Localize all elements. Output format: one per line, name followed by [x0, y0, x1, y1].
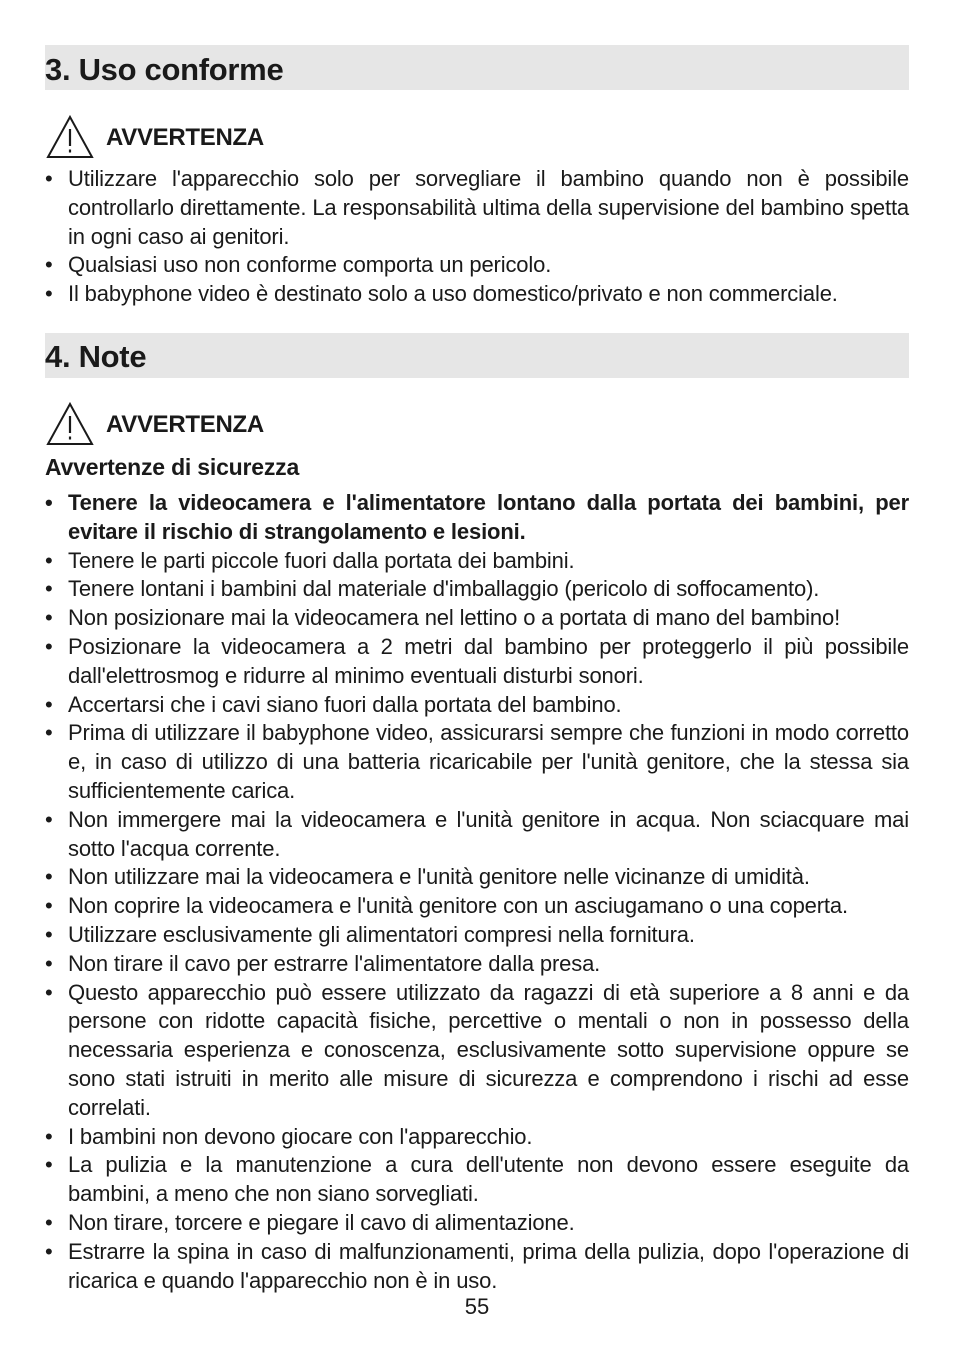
list-item	[45, 575, 909, 604]
list-item-text: Non tirare, torcere e piegare il cavo di alimentazione.	[68, 1209, 575, 1235]
list-item-text: I bambini non devono giocare con l'apparecchio.	[68, 1123, 533, 1149]
warning-label: AVVERTENZA	[106, 124, 264, 151]
section-4-warning	[45, 401, 445, 447]
bullet-dot: •	[45, 950, 53, 976]
list-item	[45, 280, 909, 309]
list-item	[45, 691, 909, 720]
bullet-dot: •	[45, 252, 53, 278]
list-item-text: Tenere le parti piccole fuori dalla portata dei bambini.	[68, 547, 575, 573]
bullet-dot: •	[45, 633, 53, 659]
list-item	[45, 719, 909, 805]
section-3-title: 3. Uso conforme	[45, 52, 284, 87]
warning-triangle-icon	[45, 114, 95, 160]
bullet-dot: •	[45, 921, 53, 947]
list-item-text: Prima di utilizzare il babyphone video, assicurarsi sempre che funzioni in modo corretto e, in caso di utilizzo di una batteria ricaricabile per l'unità genitore, che la stessa sia sufficientemente carica.	[68, 720, 909, 803]
list-item-text: Tenere lontani i bambini dal materiale d'imballaggio (pericolo di soffocamento).	[68, 576, 820, 602]
section-4-list	[45, 489, 909, 1295]
list-item	[45, 633, 909, 691]
list-item	[45, 1123, 909, 1152]
list-item-text: Questo apparecchio può essere utilizzato da ragazzi di età superiore a 8 anni e da persone con ridotte capacità fisiche, percettive o mentali o non in possesso della necessaria esperienza e conoscenza, esclusivamente sotto supervisione oppure se sono stati istruiti in merito alle misure di sicurezza e comprendono i rischi ad esse correlati.	[68, 979, 909, 1120]
list-item	[45, 547, 909, 576]
bullet-dot: •	[45, 806, 53, 832]
list-item-text: Posizionare la videocamera a 2 metri dal bambino per proteggerlo il più possibile dall'elettrosmog e ridurre al minimo eventuali disturbi sonori.	[68, 633, 909, 688]
bullet-dot: •	[45, 1209, 53, 1235]
bullet-dot: •	[45, 166, 53, 191]
list-item-text: Accertarsi che i cavi siano fuori dalla portata del bambino.	[68, 691, 622, 717]
list-item	[45, 1238, 909, 1296]
list-item-text: La pulizia e la manutenzione a cura dell'utente non devono essere eseguite da bambini, a meno che non siano sorvegliati.	[68, 1152, 909, 1207]
list-item	[45, 892, 909, 921]
list-item-text: Utilizzare l'apparecchio solo per sorvegliare il bambino quando non è possibile controllarlo direttamente. La responsabilità ultima della supervisione del bambino spetta in ogni caso ai genitori.	[68, 166, 909, 249]
list-item-text: Non immergere mai la videocamera e l'unità genitore in acqua. Non sciacquare mai sotto l'acqua corrente.	[68, 806, 909, 861]
bullet-dot: •	[45, 720, 53, 746]
list-item-text: Non coprire la videocamera e l'unità genitore con un asciugamano o una coperta.	[68, 893, 848, 919]
bullet-dot: •	[45, 893, 53, 919]
bullet-dot: •	[45, 547, 53, 573]
warning-triangle-icon	[45, 401, 95, 447]
bullet-dot: •	[45, 1238, 53, 1264]
list-item-text: Non posizionare mai la videocamera nel lettino o a portata di mano del bambino!	[68, 605, 841, 631]
bullet-dot: •	[45, 691, 53, 717]
list-item	[45, 863, 909, 892]
list-item-text: Tenere la videocamera e l'alimentatore lontano dalla portata dei bambini, per evitare il rischio di strangolamento e lesioni.	[68, 490, 909, 544]
section-3-list	[45, 165, 909, 309]
bullet-dot: •	[45, 864, 53, 890]
list-item	[45, 489, 909, 547]
list-item	[45, 251, 909, 280]
bullet-dot: •	[45, 1123, 53, 1149]
warning-label: AVVERTENZA	[106, 411, 264, 438]
list-item	[45, 604, 909, 633]
list-item-text: Qualsiasi uso non conforme comporta un pericolo.	[68, 252, 552, 278]
bullet-dot: •	[45, 281, 53, 307]
bullet-dot: •	[45, 576, 53, 602]
list-item	[45, 1209, 909, 1238]
list-item	[45, 806, 909, 864]
list-item-text: Estrarre la spina in caso di malfunzionamenti, prima della pulizia, dopo l'operazione di ricarica e quando l'apparecchio non è in uso.	[68, 1238, 909, 1293]
list-item	[45, 165, 909, 251]
section-3-warning	[45, 114, 445, 160]
list-item	[45, 950, 909, 979]
safety-subheading: Avvertenze di sicurezza	[45, 454, 300, 480]
list-item	[45, 1151, 909, 1209]
section-4-title: 4. Note	[45, 339, 147, 374]
list-item-text: Il babyphone video è destinato solo a uso domestico/privato e non commerciale.	[68, 281, 838, 307]
section-4-heading-bar	[45, 333, 909, 378]
list-item	[45, 921, 909, 950]
bullet-dot: •	[45, 605, 53, 631]
bullet-dot: •	[45, 979, 53, 1005]
bullet-dot: •	[45, 1152, 53, 1178]
list-item-text: Non utilizzare mai la videocamera e l'unità genitore nelle vicinanze di umidità.	[68, 864, 810, 890]
list-item-text: Non tirare il cavo per estrarre l'alimentatore dalla presa.	[68, 950, 601, 976]
bullet-dot: •	[45, 490, 53, 515]
page-number: 55	[464, 1294, 490, 1319]
list-item-text: Utilizzare esclusivamente gli alimentatori compresi nella fornitura.	[68, 921, 695, 947]
list-item	[45, 979, 909, 1123]
